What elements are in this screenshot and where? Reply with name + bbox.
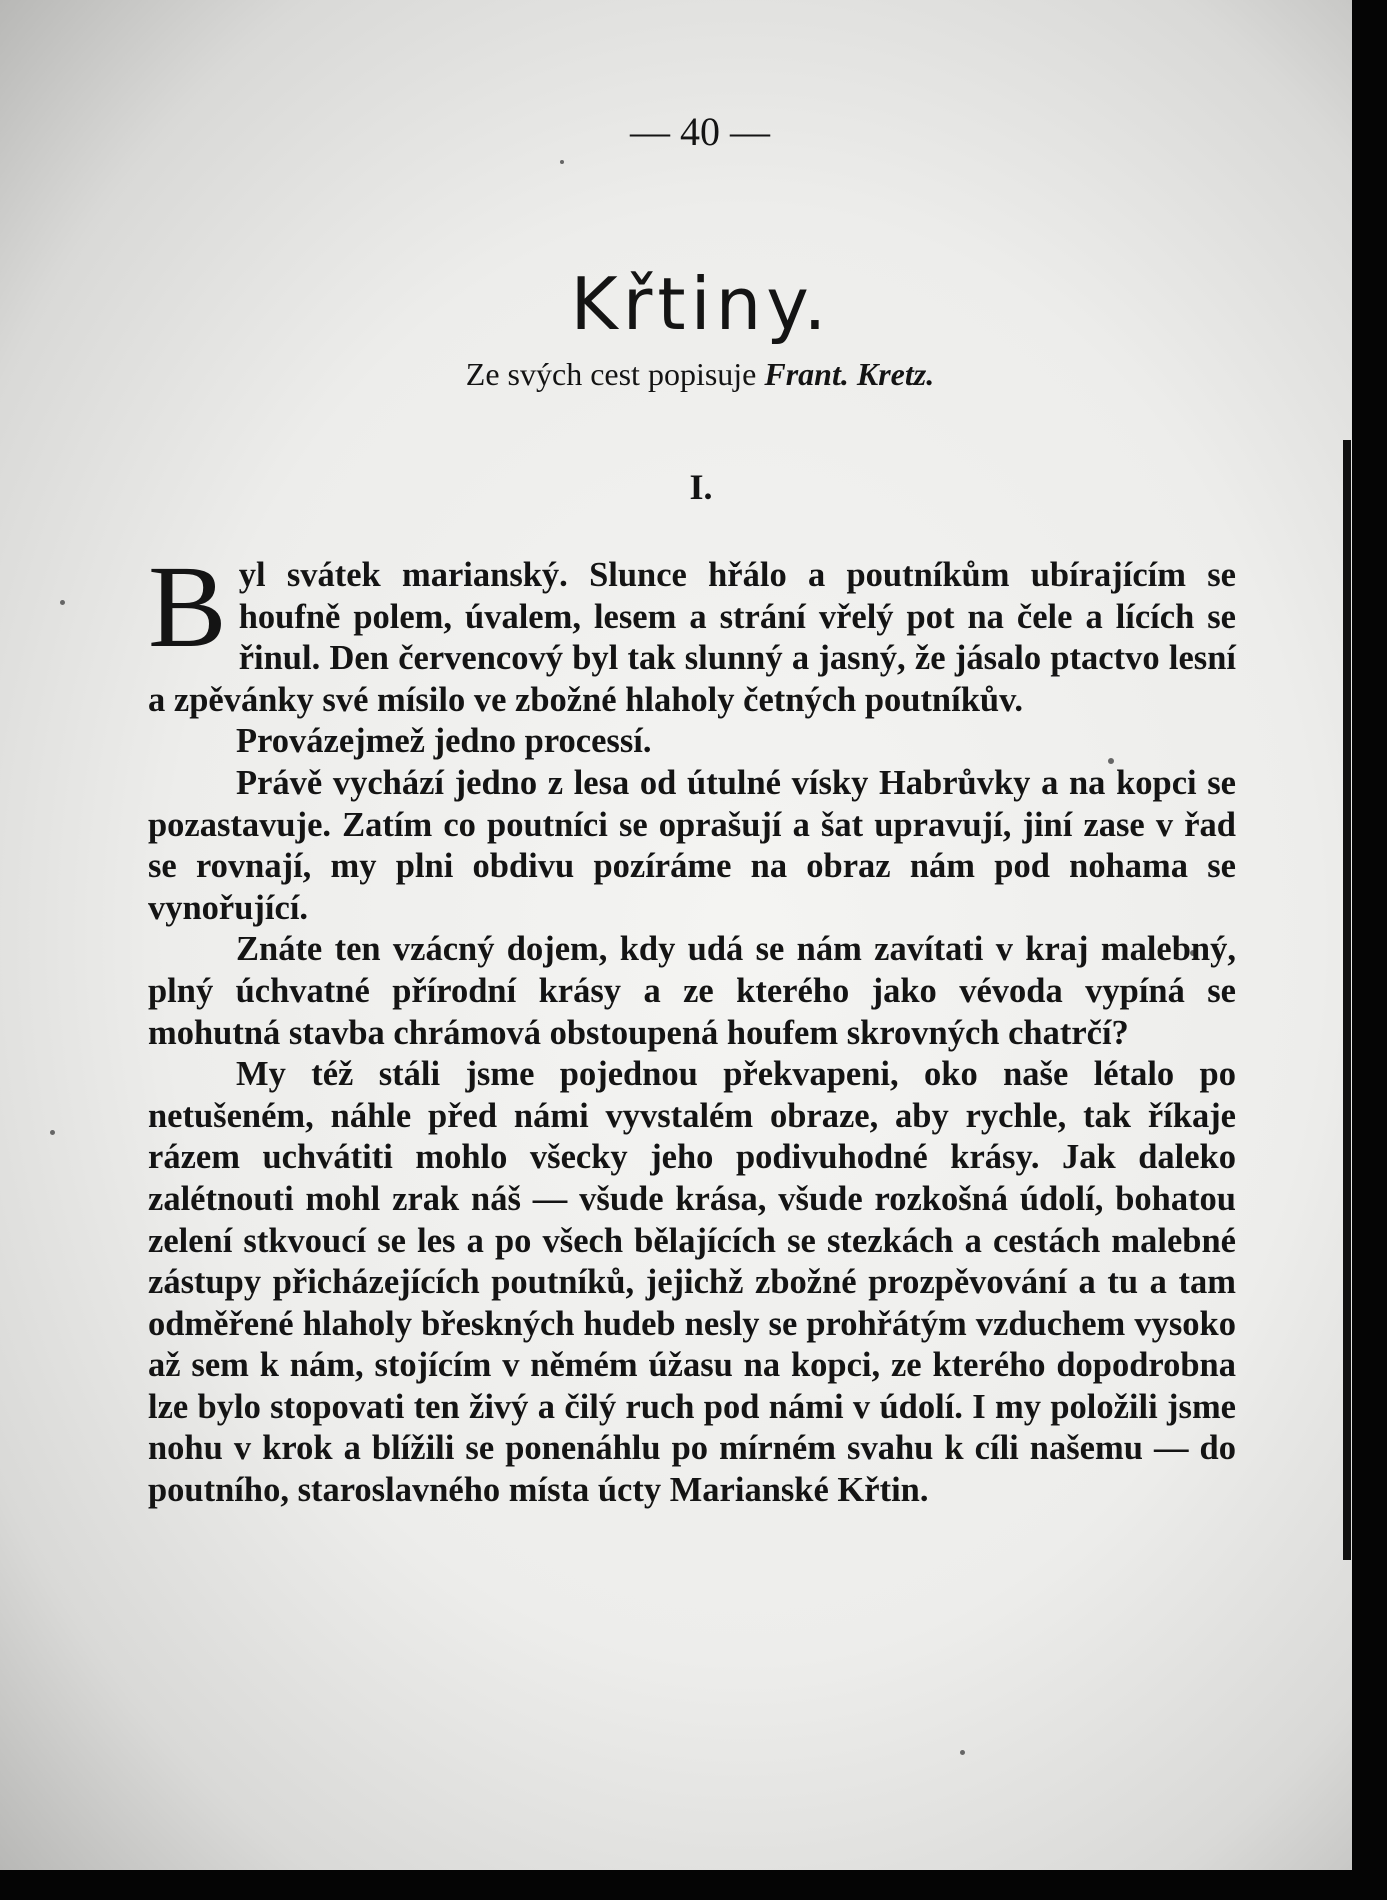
paragraph: Provázejmež jedno processí.: [236, 722, 652, 761]
print-speck: [960, 1750, 965, 1755]
binding-shadow: [1343, 440, 1351, 1560]
print-speck: [60, 600, 65, 605]
page-number: — 40 —: [630, 109, 770, 154]
scan-border-right: [1352, 0, 1387, 1900]
paragraph: [148, 541, 1236, 721]
byline: [0, 356, 1352, 393]
print-speck: [560, 160, 564, 164]
section-number: I.: [689, 467, 713, 507]
byline-author: Frant. Kretz.: [764, 356, 935, 392]
paragraph: My též stáli jsme pojednou překvapeni, oko naše létalo po netušeném, náhle před námi vyvstalém obraze, aby rychle, tak říkaje rázem uchvátiti mohlo všecky jeho podivuhodné krásy. Jak daleko zalétnouti mohl zrak náš — všude krása, všude rozkošná údolí, bohatou zelení stkvoucí se les a po všech bělajících se stezkách a cestách malebné zástupy přicházejících poutníků, jejichž zbožné prozpěvování a tu a tam odměřené hlaholy břeskných hudeb nesly se prohřátým vzduchem vysoko až sem k nám, stojícím v němém úžasu na kopci, ze kterého dopodrobna lze bylo stopovati ten živý a čilý ruch pod námi v údolí. I my položili jsme nohu v krok a blížili se ponenáhlu po mírném svahu k cíli našemu — do poutního, staroslavného místa úcty Marianské Křtin.: [148, 1055, 1236, 1510]
paragraph: Právě vychází jedno z lesa od útulné vísky Habrůvky a na kopci se pozastavuje. Zatím co poutníci se oprašují a šat upravují, jiní zase v řad se rovnají, my plni obdivu pozíráme na obraz nám pod nohama se vynořující.: [148, 763, 1236, 927]
print-speck: [50, 1130, 55, 1135]
paragraph: Znáte ten vzácný dojem, kdy udá se nám zavítati v kraj malebný, plný úchvatné přírodní krásy a ze kterého jako vévoda vypíná se mohutná stavba chrámová obstoupená houfem skrovných chatrčí?: [148, 930, 1236, 1052]
chapter-title: Křtiny.: [570, 262, 832, 346]
scan-border-bottom: [0, 1870, 1387, 1900]
drop-cap: B: [148, 541, 227, 672]
body-text: [148, 541, 1236, 1512]
paragraph-text: yl svátek marianský. Slunce hřálo a poutníkům ubírajícím se houfně polem, úvalem, lesem a strání vřelý pot na čele a lících se řinul. Den červencový byl tak slunný a jasný, že jásalo ptactvo lesní a zpěvánky své mísilo ve zbožné hlaholy četných poutníkův.: [148, 556, 1236, 719]
byline-prefix: Ze svých cest popisuje: [465, 356, 757, 392]
